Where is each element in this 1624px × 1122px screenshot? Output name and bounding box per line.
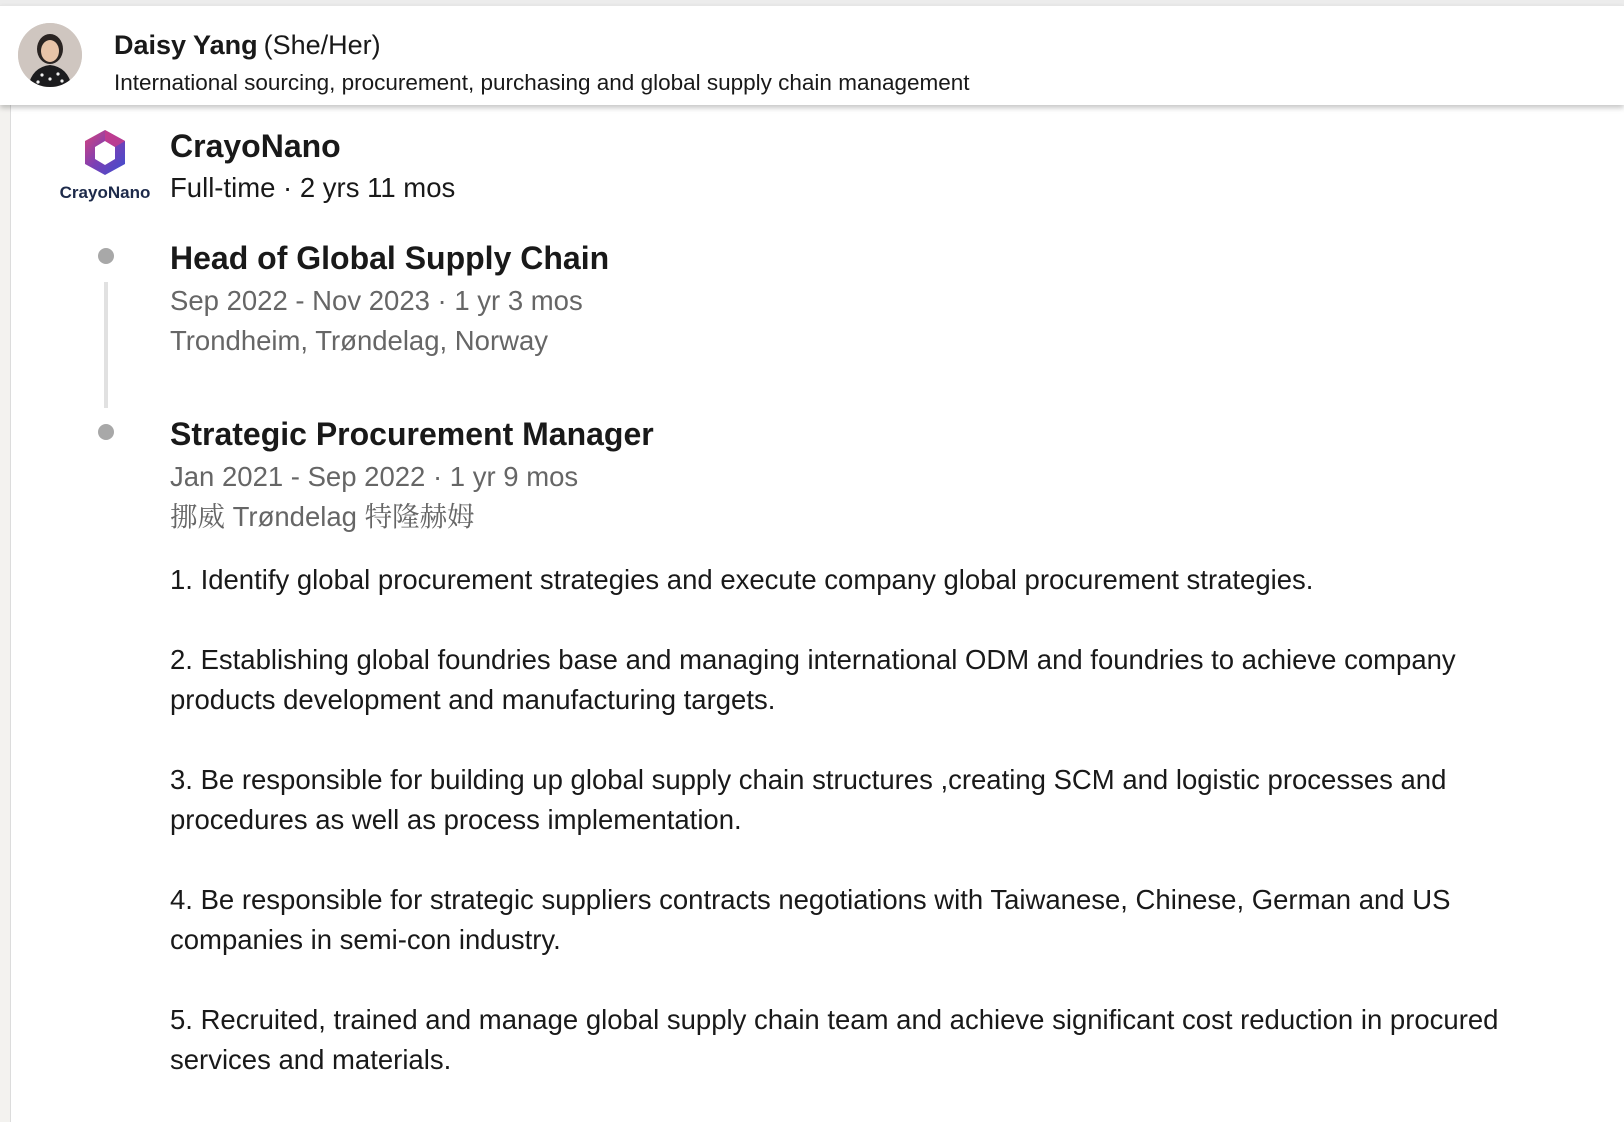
position-title[interactable]: Head of Global Supply Chain bbox=[170, 240, 610, 276]
description-item: 3. Be responsible for building up global supply chain structures ,creating SCM and logistic processes and procedures as well as process implementation. bbox=[170, 764, 1447, 835]
position-dates: Sep 2022 - Nov 2023 · 1 yr 3 mos bbox=[170, 285, 583, 316]
timeline-dot bbox=[98, 424, 114, 440]
timeline-connector bbox=[104, 282, 108, 408]
timeline-dot bbox=[98, 248, 114, 264]
crayonano-hexagon-logo-icon bbox=[56, 128, 154, 184]
description-item: 4. Be responsible for strategic suppliers contracts negotiations with Taiwanese, Chinese, German and US companies in semi-con industry. bbox=[170, 884, 1451, 955]
position-description bbox=[170, 560, 1550, 1120]
profile-headline: International sourcing, procurement, purchasing and global supply chain management bbox=[114, 70, 970, 95]
position-location: Trondheim, Trøndelag, Norway bbox=[170, 325, 549, 356]
position-location: 挪威 Trøndelag 特隆赫姆 bbox=[170, 501, 475, 532]
company-name[interactable]: CrayoNano bbox=[170, 128, 341, 164]
company-logo[interactable] bbox=[56, 128, 154, 208]
profile-photo-icon bbox=[18, 23, 82, 87]
company-employment-meta: Full-time · 2 yrs 11 mos bbox=[170, 172, 456, 203]
company-logo-wordmark: CrayoNano bbox=[59, 183, 151, 202]
header-name-line bbox=[114, 28, 381, 62]
description-item: 2. Establishing global foundries base and managing international ODM and foundries to achieve company products development and manufacturing targets. bbox=[170, 644, 1456, 715]
position-title[interactable]: Strategic Procurement Manager bbox=[170, 416, 654, 452]
position-dates: Jan 2021 - Sep 2022 · 1 yr 9 mos bbox=[170, 461, 579, 492]
profile-name[interactable]: Daisy Yang bbox=[114, 30, 258, 60]
sticky-profile-header bbox=[0, 5, 1624, 105]
profile-avatar[interactable] bbox=[18, 23, 82, 87]
profile-pronouns: (She/Her) bbox=[263, 30, 381, 60]
description-item: 1. Identify global procurement strategies and execute company global procurement strategies. bbox=[170, 564, 1314, 595]
description-item: 5. Recruited, trained and manage global supply chain team and achieve significant cost reduction in procured services and materials. bbox=[170, 1004, 1499, 1075]
